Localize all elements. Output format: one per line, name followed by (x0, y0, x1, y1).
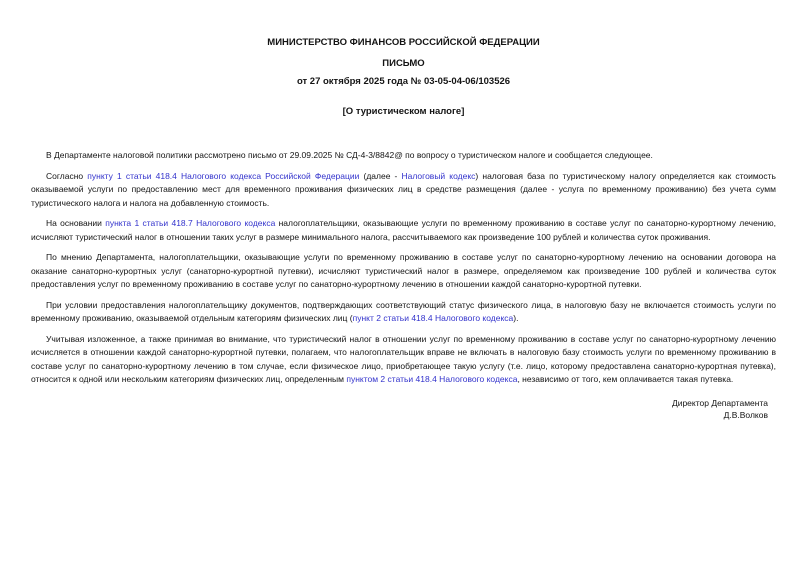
paragraph-text: В Департаменте налоговой политики рассмотрено письмо от 29.09.2025 № СД-4-3/8842@ по вопросу о туристическом налоге и сообщается следующее. (46, 150, 653, 160)
document-subject: [О туристическом налоге] (342, 106, 465, 117)
signature-block (31, 397, 776, 421)
paragraph-text: ) налоговая база по туристическому налогу определяется как стоимость оказываемой услуги по предоставлению мест для временного проживания физических лиц в средстве размещения (далее - услуга по временному проживанию) без учета сумм туристического налога и налога на добавленную стоимость. (31, 170, 776, 208)
paragraph-text: ). (513, 313, 519, 323)
signature-name: Д.В.Волков (723, 409, 768, 420)
paragraph (31, 333, 776, 387)
paragraph-text: На основании (46, 218, 106, 228)
legal-reference-link[interactable]: пункта 1 статьи 418.7 Налогового кодекса (105, 218, 276, 228)
document-header (31, 37, 776, 117)
paragraph-text: Учитывая изложенное, а также принимая во внимание, что туристический налог в отношении услуг по временному проживанию в составе услуг по санаторно-курортному лечению исчисляется в отношении каждой санаторно-курортной путевки, полагаем, что налогоплательщик вправе не включать в налоговую базу стоимость услуги по временному проживанию в составе услуг по санаторно-курортному лечению в том случае, если физическое лицо, приобретающее такую услугу (т.е. лицо, которому предоставлена санаторно-курортная путевка), относится к одной или нескольким категориям физических лиц, определенным (31, 333, 776, 384)
paragraph (31, 149, 776, 163)
legal-reference-link[interactable]: Налоговый кодекс (401, 170, 476, 181)
legal-reference-link[interactable]: пункту 1 статьи 418.4 Налогового кодекса Российской Федерации (87, 170, 360, 181)
paragraph (31, 217, 776, 244)
paragraph-text: , независимо от того, кем оплачивается такая путевка. (517, 374, 734, 384)
paragraph (31, 170, 776, 211)
paragraph-text: По мнению Департамента, налогоплательщики, оказывающие услуги по временному проживанию в составе услуг по санаторно-курортному лечению на основании договора на оказание санаторно-курортных услуг (санаторно-курортной путевки), исчисляют туристический налог в размере, определяемом как произведение 100 рублей и количества суток предоставления услуг по временному проживанию в составе услуг по санаторно-курортному лечению в отношении каждой санаторно-курортной путевки. (31, 252, 776, 289)
paragraph (31, 251, 776, 292)
paragraph-text: Согласно (46, 170, 88, 181)
document-body (31, 149, 776, 387)
signature-title: Директор Департамента (671, 397, 768, 408)
legal-reference-link[interactable]: пунктом 2 статьи 418.4 Налогового кодекса (346, 374, 518, 384)
paragraph-text: (далее - (359, 170, 402, 181)
legal-reference-link[interactable]: пункт 2 статьи 418.4 Налогового кодекса (352, 313, 514, 323)
document-type: ПИСЬМО (382, 58, 425, 69)
paragraph-text: налогоплательщики, оказывающие услуги по временному проживанию в составе услуг по санаторно-курортному лечению, исчисляют туристический налог в отношении таких услуг в размере минимального налога, рассчитываемого как произведение 100 рублей и количества суток проживания. (31, 218, 777, 242)
paragraph (31, 299, 776, 326)
ministry-title: МИНИСТЕРСТВО ФИНАНСОВ РОССИЙСКОЙ ФЕДЕРАЦИИ (267, 37, 540, 48)
document-date-number: от 27 октября 2025 года № 03-05-04-06/103526 (296, 76, 511, 87)
paragraph-text: При условии предоставления налогоплательщику документов, подтверждающих соответствующий статус физического лица, в налоговую базу не включается стоимость услуги по временному проживанию, оказываемой отдельным категориям физических лиц ( (31, 299, 776, 323)
